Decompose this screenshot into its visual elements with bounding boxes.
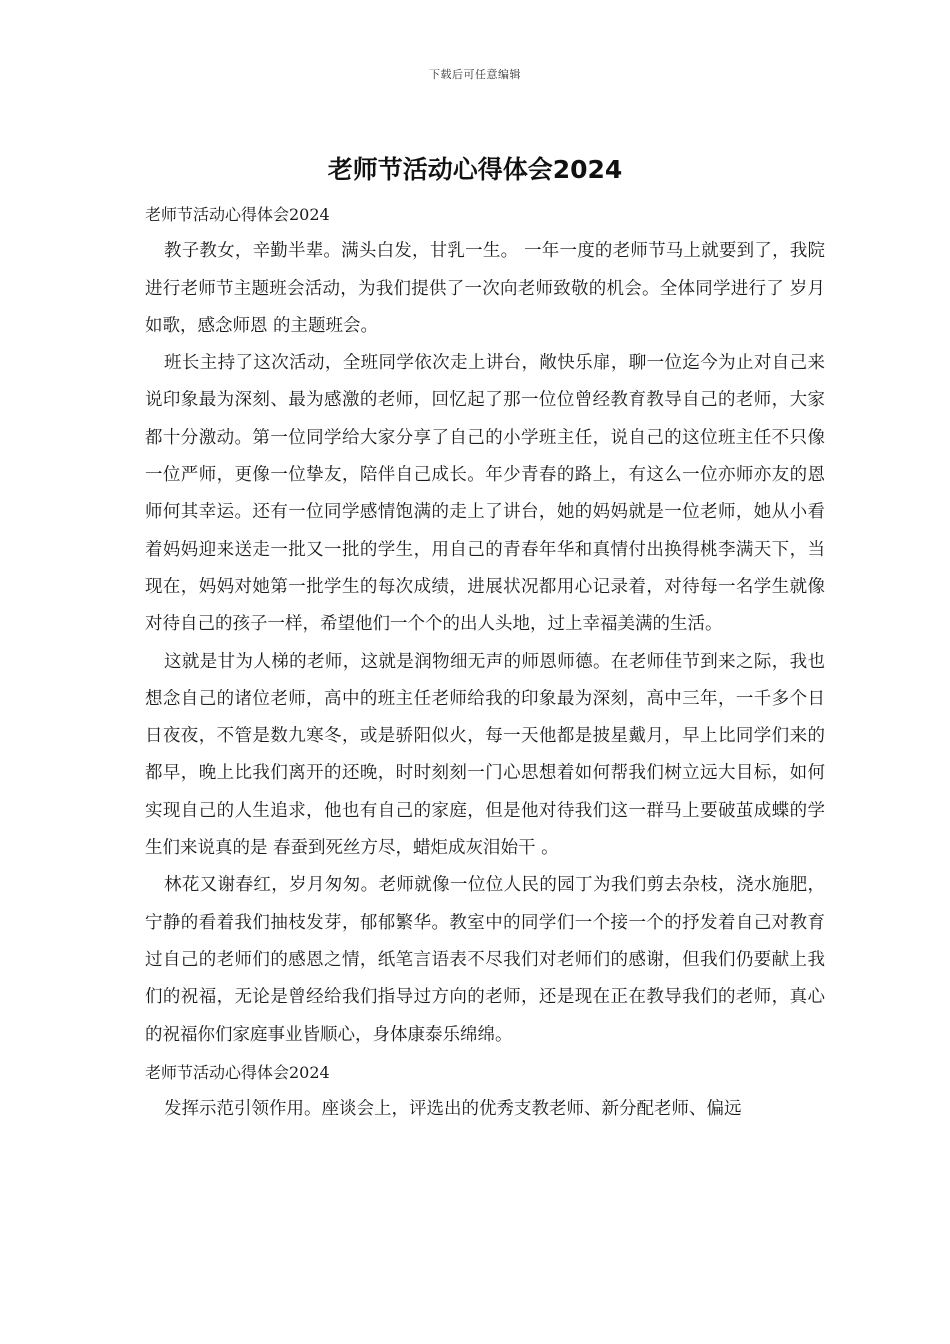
paragraph: 教子教女，辛勤半辈。满头白发，甘乳一生。 一年一度的老师节马上就要到了，我院进行老师节主题班会活动，为我们提供了一次向老师致敬的机会。全体同学进行了 岁月如歌，感念师恩 的主题班会。 [145,241,825,336]
document-title: 老师节活动心得体会2024 [327,155,623,184]
section-subheading: 老师节活动心得体会2024 [145,1062,330,1082]
paragraph: 林花又谢春红，岁月匆匆。老师就像一位位人民的园丁为我们剪去杂枝，浇水施肥，宁静的看着我们抽枝发芽，郁郁繁华。教室中的同学们一个接一个的抒发着自己对教育过自己的老师们的感恩之情，纸笔言语表不尽我们对老师们的感谢，但我们仍要献上我们的祝福，无论是曾经给我们指导过方向的老师，还是现在正在教导我们的老师，真心的祝福你们家庭事业皆顺心，身体康泰乐绵绵。 [145,875,825,1045]
page-header-note: 下载后可任意编辑 [429,68,521,81]
section-subheading: 老师节活动心得体会2024 [145,205,330,224]
paragraph: 这就是甘为人梯的老师，这就是润物细无声的师恩师德。在老师佳节到来之际，我也想念自己的诸位老师，高中的班主任老师给我的印象最为深刻，高中三年，一千多个日日夜夜，不管是数九寒冬，或是骄阳似火，每一天他都是披星戴月，早上比同学们来的都早，晚上比我们离开的还晚，时时刻刻一门心思想着如何帮我们树立远大目标，如何实现自己的人生追求，他也有自己的家庭，但是他对待我们这一群马上要破茧成蝶的学生们来说真的是 春蚕到死丝方尽，蜡炬成灰泪始干 。 [145,651,825,859]
document-body [145,196,825,1128]
paragraph: 发挥示范引领作用。座谈会上，评选出的优秀支教老师、新分配老师、偏远 [164,1099,742,1120]
paragraph: 班长主持了这次活动，全班同学依次走上讲台，敞快乐扉，聊一位迄今为止对自己来说印象最为深刻、最为感激的老师，回忆起了那一位位曾经教育教导自己的老师，大家都十分激动。第一位同学给大家分享了自己的小学班主任，说自己的这位班主任不只像一位严师，更像一位挚友，陪伴自己成长。年少青春的路上，有这么一位亦师亦友的恩师何其幸运。还有一位同学感情饱满的走上了讲台，她的妈妈就是一位老师，她从小看着妈妈迎来送走一批又一批的学生，用自己的青春年华和真情付出换得桃李满天下，当现在，妈妈对她第一批学生的每次成绩，进展状况都用心记录着，对待每一名学生就像对待自己的孩子一样，希望他们一个个的出人头地，过上幸福美满的生活。 [145,353,825,635]
